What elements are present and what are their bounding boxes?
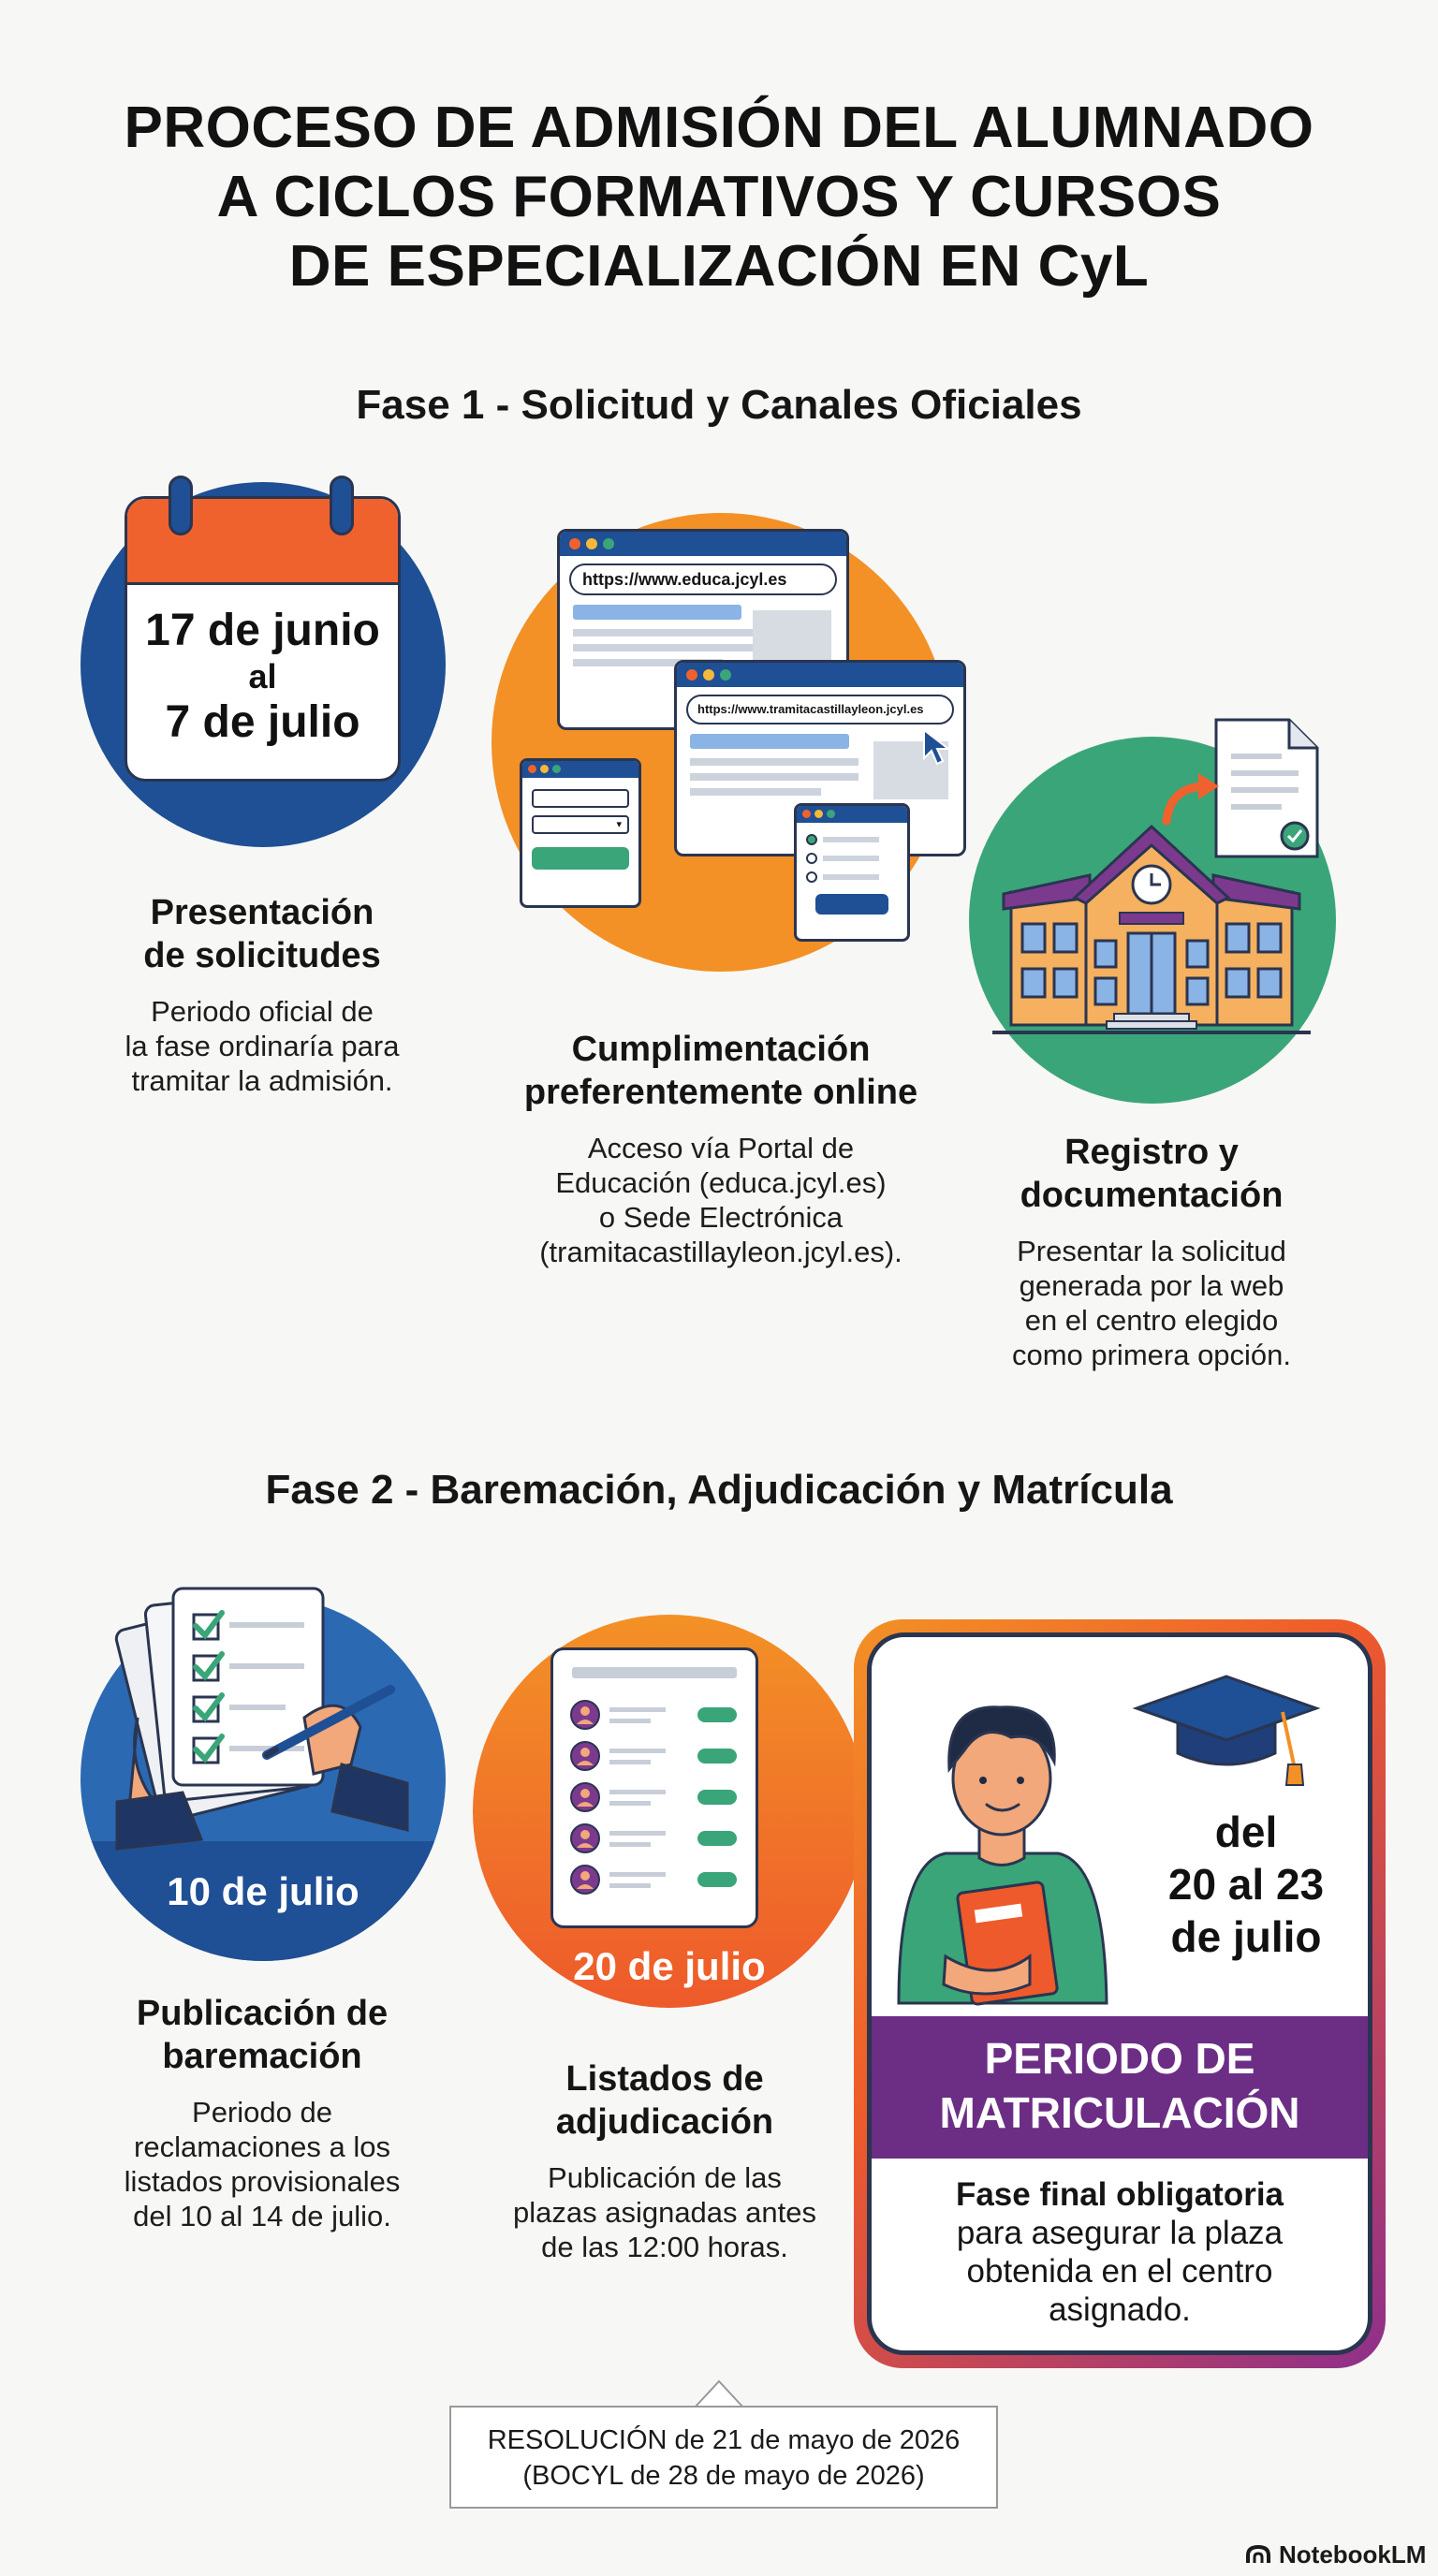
enrollment-description <box>872 2175 1368 2329</box>
url-educa: https://www.educa.jcyl.es <box>582 570 787 589</box>
enrollment-dates <box>1129 1806 1363 1963</box>
brand-label: NotebookLM <box>1279 2539 1427 2569</box>
title-line-2: A CICLOS FORMATIVOS Y CURSOS <box>216 165 1222 229</box>
card-baremacion-title-line-1: Publicación de <box>136 1994 389 2033</box>
enrollment-bold-text: Fase final obligatoria <box>955 2176 1284 2213</box>
card-online-text-line-1: Acceso vía Portal de <box>587 1132 855 1164</box>
calendar-icon <box>125 496 401 782</box>
calendar-ring-right <box>330 476 354 535</box>
title-line-3: DE ESPECIALIZACIÓN EN CyL <box>288 234 1150 299</box>
calendar-date-end: 7 de julio <box>165 697 360 747</box>
card-baremacion-text-line-1: Periodo de <box>192 2096 332 2129</box>
resolution-pointer <box>695 2379 743 2408</box>
card-baremacion-text-line-2: reclamaciones a los <box>134 2130 390 2163</box>
url-bar-tramita <box>686 695 954 724</box>
notebooklm-logo-icon <box>1245 2544 1271 2565</box>
enrollment-text-line-1: para asegurar la plaza <box>956 2215 1284 2251</box>
checklist-papers-icon <box>126 1577 407 1849</box>
card-presentacion-title-line-2: de solicitudes <box>143 936 381 975</box>
phase1-heading: Fase 1 - Solicitud y Canales Oficiales <box>356 382 1082 428</box>
calendar-ring-left <box>169 476 193 535</box>
card-baremacion-title-line-2: baremación <box>162 2037 362 2076</box>
student-illustration <box>889 1676 1114 2003</box>
enrollment-banner <box>872 2016 1368 2159</box>
title-line-1: PROCESO DE ADMISIÓN DEL ALUMNADO <box>124 95 1314 160</box>
card-presentacion-text-line-1: Periodo oficial de <box>151 995 374 1028</box>
card-adjudicacion-text-line-3: de las 12:00 horas. <box>541 2231 788 2263</box>
candidate-rows <box>566 1694 744 1910</box>
card-adjudicacion-text-line-1: Publicación de las <box>548 2161 782 2194</box>
resolution-line-1: RESOLUCIÓN de 21 de mayo de 2026 <box>487 2425 961 2455</box>
chevron-down-icon: ▾ <box>616 819 622 830</box>
school-building-icon <box>992 819 1311 1044</box>
checklist-window <box>794 803 910 942</box>
enrollment-dates-line-1: del <box>1214 1808 1278 1856</box>
calendar-date-start: 17 de junio <box>145 606 380 655</box>
card-presentacion-title <box>75 891 449 977</box>
card-registro-text-line-2: generada por la web <box>1019 1269 1284 1302</box>
card-online-text-line-2: Educación (educa.jcyl.es) <box>555 1166 887 1199</box>
card-adjudicacion-title <box>468 2057 861 2144</box>
card-adjudicacion-title-line-2: adjudicación <box>555 2102 774 2142</box>
card-adjudicacion-title-line-1: Listados de <box>565 2059 764 2099</box>
card-registro-text-line-1: Presentar la solicitud <box>1017 1235 1286 1267</box>
card-online-title <box>487 1028 955 1114</box>
baremacion-date-badge: 10 de julio <box>167 1869 360 1913</box>
card-registro-text-line-3: en el centro elegido <box>1024 1304 1279 1337</box>
cursor-icon <box>922 728 956 766</box>
enrollment-banner-line-2: MATRICULACIÓN <box>939 2088 1300 2137</box>
resolution-box <box>449 2406 998 2509</box>
card-baremacion-text-line-4: del 10 al 14 de julio. <box>133 2200 391 2232</box>
card-online-title-line-2: preferentemente online <box>523 1073 918 1112</box>
enrollment-text-line-2: obtenida en el centro <box>966 2253 1273 2290</box>
card-registro-text <box>955 1234 1348 1372</box>
resolution-line-2: (BOCYL de 28 de mayo de 2026) <box>522 2461 925 2491</box>
card-presentacion-text-line-3: tramitar la admisión. <box>131 1064 393 1097</box>
arrow-icon <box>1161 769 1226 826</box>
calendar-date-connector: al <box>248 657 277 695</box>
card-online-text <box>487 1131 955 1269</box>
card-baremacion-title <box>75 1992 449 2078</box>
card-online-text-line-3: o Sede Electrónica <box>598 1201 844 1234</box>
page-title <box>0 94 1438 301</box>
card-baremacion-text <box>75 2095 449 2233</box>
card-presentacion-text-line-2: la fase ordinaría para <box>125 1030 400 1062</box>
card-registro-title-line-1: Registro y <box>1064 1133 1239 1172</box>
card-adjudicacion-text-line-2: plazas asignadas antes <box>512 2196 816 2229</box>
card-registro-title <box>955 1131 1348 1217</box>
card-presentacion-title-line-1: Presentación <box>150 893 374 932</box>
adjudicacion-date-badge: 20 de julio <box>573 1944 766 1988</box>
form-window <box>520 758 641 908</box>
notebooklm-brand <box>1245 2539 1426 2570</box>
enrollment-text-line-3: asignado. <box>1049 2291 1191 2328</box>
enrollment-dates-line-2: 20 al 23 <box>1167 1860 1325 1909</box>
url-tramita: https://www.tramitacastillayleon.jcyl.es <box>697 702 924 716</box>
url-bar-educa <box>569 564 837 595</box>
card-registro-text-line-4: como primera opción. <box>1011 1339 1292 1371</box>
card-registro-title-line-2: documentación <box>1020 1176 1284 1215</box>
enrollment-banner-line-1: PERIODO DE <box>984 2034 1255 2083</box>
card-adjudicacion-text <box>468 2160 861 2264</box>
card-online-title-line-1: Cumplimentación <box>571 1030 871 1069</box>
card-online-text-line-4: (tramitacastillayleon.jcyl.es). <box>539 1236 902 1268</box>
graduation-cap-icon <box>1133 1671 1320 1793</box>
card-baremacion-text-line-3: listados provisionales <box>124 2165 401 2198</box>
card-presentacion-text <box>75 994 449 1098</box>
phase2-heading: Fase 2 - Baremación, Adjudicación y Matrícula <box>265 1467 1173 1513</box>
enrollment-dates-line-3: de julio <box>1170 1912 1322 1961</box>
